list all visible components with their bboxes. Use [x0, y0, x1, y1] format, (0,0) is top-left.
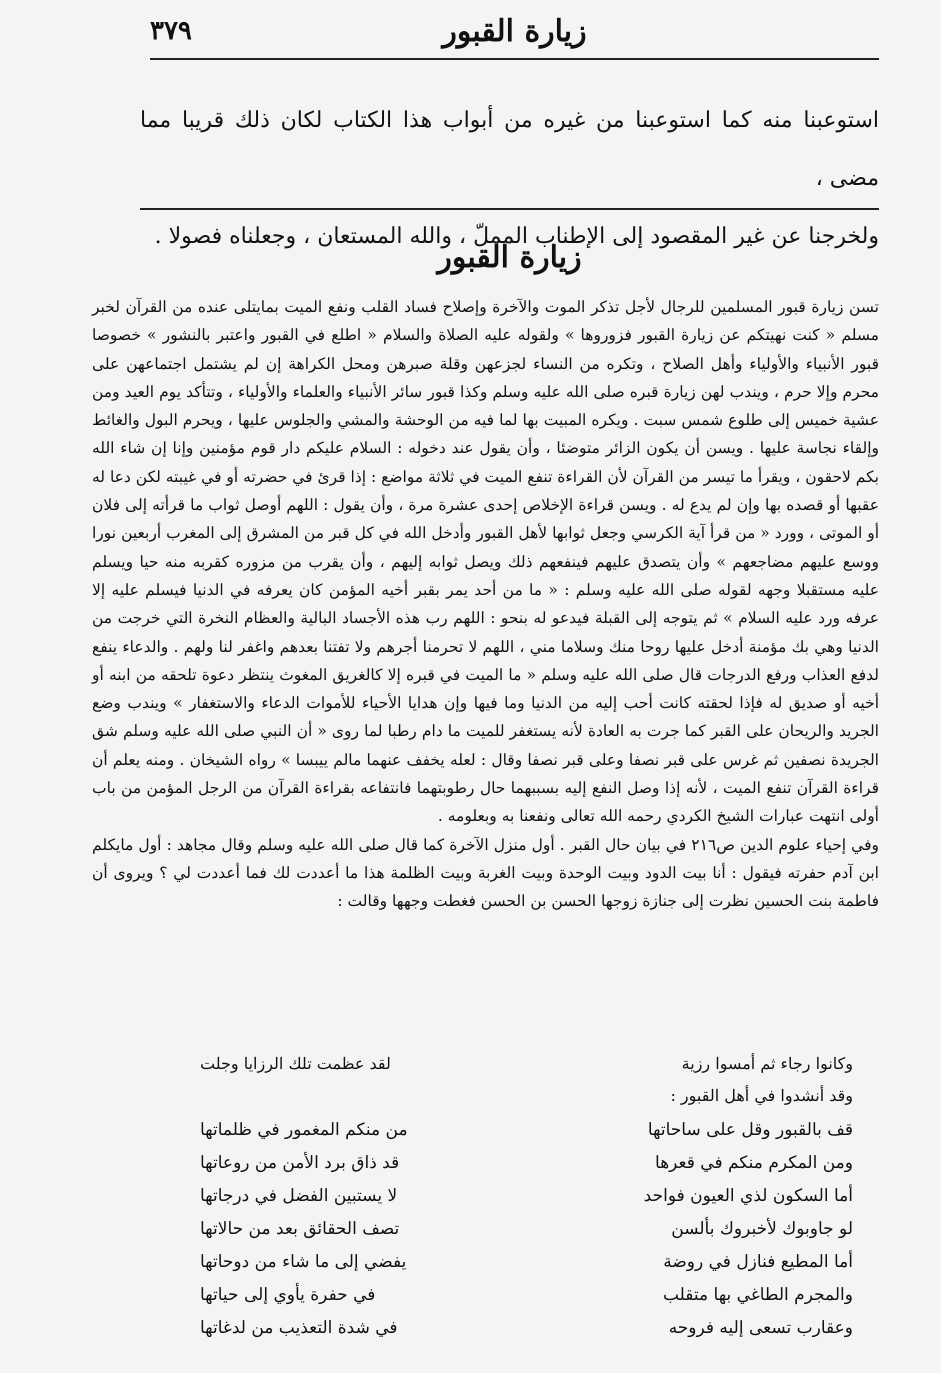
- poem-hemistich-right: قف بالقبور وقل على ساحاتها: [647, 1120, 853, 1140]
- poem-hemistich-left: تصف الحقائق بعد من حالاتها: [200, 1219, 400, 1239]
- poem-hemistich-right: أما المطيع فنازل في روضة: [663, 1252, 853, 1272]
- poem-hemistich-left: في حفرة يأوي إلى حياتها: [200, 1285, 376, 1305]
- poem-row: [200, 1213, 853, 1246]
- header-rule: [150, 58, 879, 60]
- poem-intro: وقد أنشدوا في أهل القبور :: [670, 1086, 853, 1105]
- poem-row: [200, 1180, 853, 1213]
- verse-line: [200, 1050, 853, 1078]
- poem-hemistich-right: والمجرم الطاغي بها متقلب: [662, 1285, 853, 1305]
- running-title: زيارة القبور: [442, 14, 587, 49]
- poem-hemistich-right: أما السكون لذي العيون فواحد: [643, 1186, 853, 1206]
- page-number: ٣٧٩: [150, 16, 192, 46]
- poem-hemistich-right: وعقارب تسعى إليه فروحه: [668, 1318, 853, 1338]
- poem-hemistich-right: لو جاوبوك لأخبروك بألسن: [671, 1219, 853, 1239]
- poem-hemistich-left: لا يستبين الفضل في درجاتها: [200, 1186, 398, 1206]
- intro-line-1: استوعبنا منه كما استوعبنا من غيره من أبواب هذا الكتاب لكان ذلك قريبا مما مضى ،: [140, 108, 879, 191]
- paragraph-1: تسن زيارة قبور المسلمين للرجال لأجل تذكر الموت والآخرة وإصلاح فساد القلب ونفع الميت بمايتلى عنده من القرآن لخبر مسلم « كنت نهيتكم عن زيارة القبور فزوروها » ولقوله عليه الصلاة والسلام « اطلع في القبور واعتبر بالنشور » خصوصا قبور الأنبياء والأولياء وأهل الصلاح ، وتكره من النساء لجزعهن وقلة صبرهن ومحل الكراهة إن لم يشتمل اجتماعهن على محرم وإلا حرم ، ويندب لهن زيارة قبره صلى الله عليه وسلم وكذا قبور سائر الأنبياء والعلماء والأولياء ، وتتأكد يوم العيد ومن عشية خميس إلى طلوع شمس سبت . ويكره المبيت بها لما فيه من الوحشة والمشي والجلوس عليها ، ويحرم البول والغائط وإلقاء نجاسة عليها . ويسن أن يكون الزائر متوضئا ، وأن يقول عند دخوله : السلام عليكم دار قوم مؤمنين وإنا إن شاء الله بكم لاحقون ، ويقرأ ما تيسر من القرآن لأن القراءة تنفع الميت في ثلاثة مواضع : إذا قرئ في حضرته أو في غيبته لكن دعا له عقبها أو قصده بها وإن لم يدع له . ويسن قراءة الإخلاص إحدى عشرة مرة ، وأن يقول : اللهم أوصل ثواب ما قرأته إلى فلان أو الموتى ، وورد « من قرأ آية الكرسي وجعل ثوابها لأهل القبور وأدخل الله في كل قبر من المشرق إلى المغرب أربعين نورا ووسع عليهم مضاجعهم » وأن يتصدق عليهم فينفعهم ذلك ويصل ثوابه إليهم ، وأن يقرب من مزوره كقربه منه حيا ويسلم عليه مستقبلا وجهه لقوله صلى الله عليه وسلم : « ما من أحد يمر بقبر أخيه المؤمن كان يعرفه في الدنيا فيسلم عليه إلا عرفه ورد عليه السلام » ثم يتوجه إلى القبلة فيدعو له بنحو : اللهم رب هذه الأجساد البالية والعظام النخرة التي خرجت من الدنيا وهي بك مؤمنة أدخل عليها روحا منك وسلاما مني ، اللهم لا تحرمنا أجرهم ولا تفتنا بعدهم واغفر لنا ولهم . والدعاء ينفع لدفع العذاب ورفع الدرجات قال صلى الله عليه وسلم « ما الميت في قبره إلا كالغريق المغوث ينتظر دعوة تلحقه من ابنه أو أخيه أو صديق له فإذا لحقته كانت أحب إليه من الدنيا وما فيها وإن هدايا الأحياء للأموات الدعاء والاستغفار » ويندب وضع الجريد والريحان على القبر كما جرت به العادة لأنه يستغفر للميت ما دام رطبا لما روى « أن النبي صلى الله عليه وسلم شق الجريدة نصفين ثم غرس على قبر نصفا وعلى قبر نصفا وقال : لعله يخفف عنهما مالم ييبسا » رواه الشيخان . ومنه يعلم أن قراءة القرآن تنفع الميت ، لأنه إذا وصل النفع إليه بسببهما حال رطوبتهما فانتفاعه بقراءة القرآن من الرجل المؤمن من باب أولى انتهت عبارات الشيخ الكردي رحمه الله تعالى ونفعنا به وبعلومه .: [92, 298, 879, 826]
- verse-hemistich-1: وكانوا رجاء ثم أمسوا رزية: [681, 1054, 853, 1073]
- intro-line-2: ولخرجنا عن غير المقصود إلى الإطناب المملّ ، والله المستعان ، وجعلناه فصولا .: [154, 224, 879, 249]
- poem-hemistich-left: يفضي إلى ما شاء من دوحاتها: [200, 1252, 407, 1272]
- poem-row: [200, 1114, 853, 1147]
- section-separator: [140, 208, 879, 210]
- poem-row: [200, 1147, 853, 1180]
- poem-hemistich-left: في شدة التعذيب من لدغاتها: [200, 1318, 398, 1338]
- poem-row: [200, 1279, 853, 1312]
- poem-row: [200, 1246, 853, 1279]
- paragraph-2: وفي إحياء علوم الدين ص٢١٦ في بيان حال القبر . أول منزل الآخرة كما قال صلى الله عليه وسلم وقال مجاهد : أول مايكلم ابن آدم حفرته فيقول : أنا بيت الدود وبيت الوحدة وبيت الغربة وبيت الظلمة هذا ما أعددت لك فما أعددت لي ؟ ويروى أن فاطمة بنت الحسين نظرت إلى جنازة زوجها الحسن بن الحسن فغطت وجهها وقالت :: [92, 835, 879, 911]
- poem: [200, 1114, 853, 1345]
- section-body: [92, 293, 879, 916]
- verse-hemistich-2: لقد عظمت تلك الرزايا وجلت: [200, 1054, 391, 1073]
- poem-hemistich-right: ومن المكرم منكم في قعرها: [655, 1153, 853, 1173]
- poem-hemistich-left: قد ذاق برد الأمن من روعاتها: [200, 1153, 400, 1173]
- page-header: [150, 14, 879, 54]
- section-title: زيارة القبور: [437, 240, 582, 275]
- poem-row: [200, 1312, 853, 1345]
- poem-hemistich-left: من منكم المغمور في ظلماتها: [200, 1120, 408, 1140]
